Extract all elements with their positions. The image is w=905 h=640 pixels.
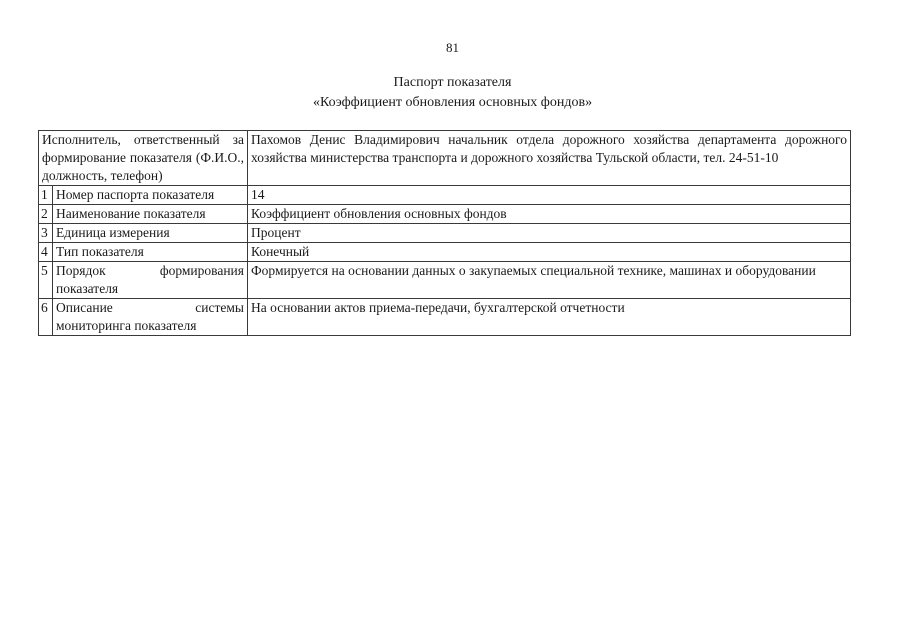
table-row xyxy=(39,262,851,299)
row-label-line xyxy=(56,262,244,280)
row-label: Наименование показателя xyxy=(53,205,248,224)
table-row xyxy=(39,205,851,224)
row-label: Номер паспорта показателя xyxy=(53,186,248,205)
table-row xyxy=(39,186,851,205)
row-label xyxy=(53,262,248,299)
row-value: Коэффициент обновления основных фондов xyxy=(248,205,851,224)
row-label: Единица измерения xyxy=(53,224,248,243)
indicator-passport-table xyxy=(38,130,851,336)
table-row xyxy=(39,299,851,336)
executor-value: Пахомов Денис Владимирович начальник отдела дорожного хозяйства департамента дорожного хозяйства министерства транспорта и дорожного хозяйства Тульской области, тел. 24-51-10 xyxy=(248,131,851,186)
row-value: 14 xyxy=(248,186,851,205)
document-title xyxy=(0,73,905,113)
row-number: 1 xyxy=(39,186,53,205)
row-label-word: Описание xyxy=(56,300,113,315)
row-label-line xyxy=(56,299,244,317)
page-number: 81 xyxy=(446,40,459,55)
row-label-word: формирования xyxy=(159,263,244,278)
row-value: Формируется на основании данных о закупаемых специальной технике, машинах и оборудовании xyxy=(248,262,851,299)
row-label-line: показателя xyxy=(56,281,119,296)
row-number: 3 xyxy=(39,224,53,243)
row-number: 4 xyxy=(39,243,53,262)
row-label-word: Порядок xyxy=(56,263,106,278)
row-label xyxy=(53,299,248,336)
row-number: 6 xyxy=(39,299,53,336)
title-line-2: «Коэффициент обновления основных фондов» xyxy=(312,95,593,110)
row-label: Тип показателя xyxy=(53,243,248,262)
table-row xyxy=(39,243,851,262)
row-label-line: мониторинга показателя xyxy=(56,318,197,333)
row-value: Конечный xyxy=(248,243,851,262)
title-line-1: Паспорт показателя xyxy=(393,75,512,90)
executor-label: Исполнитель, ответственный за формирование показателя (Ф.И.О., должность, телефон) xyxy=(39,131,248,186)
row-number: 2 xyxy=(39,205,53,224)
row-number: 5 xyxy=(39,262,53,299)
row-value: Процент xyxy=(248,224,851,243)
table-row xyxy=(39,224,851,243)
table-row-executor xyxy=(39,131,851,186)
row-value: На основании актов приема-передачи, бухгалтерской отчетности xyxy=(248,299,851,336)
row-label-word: системы xyxy=(195,300,244,315)
